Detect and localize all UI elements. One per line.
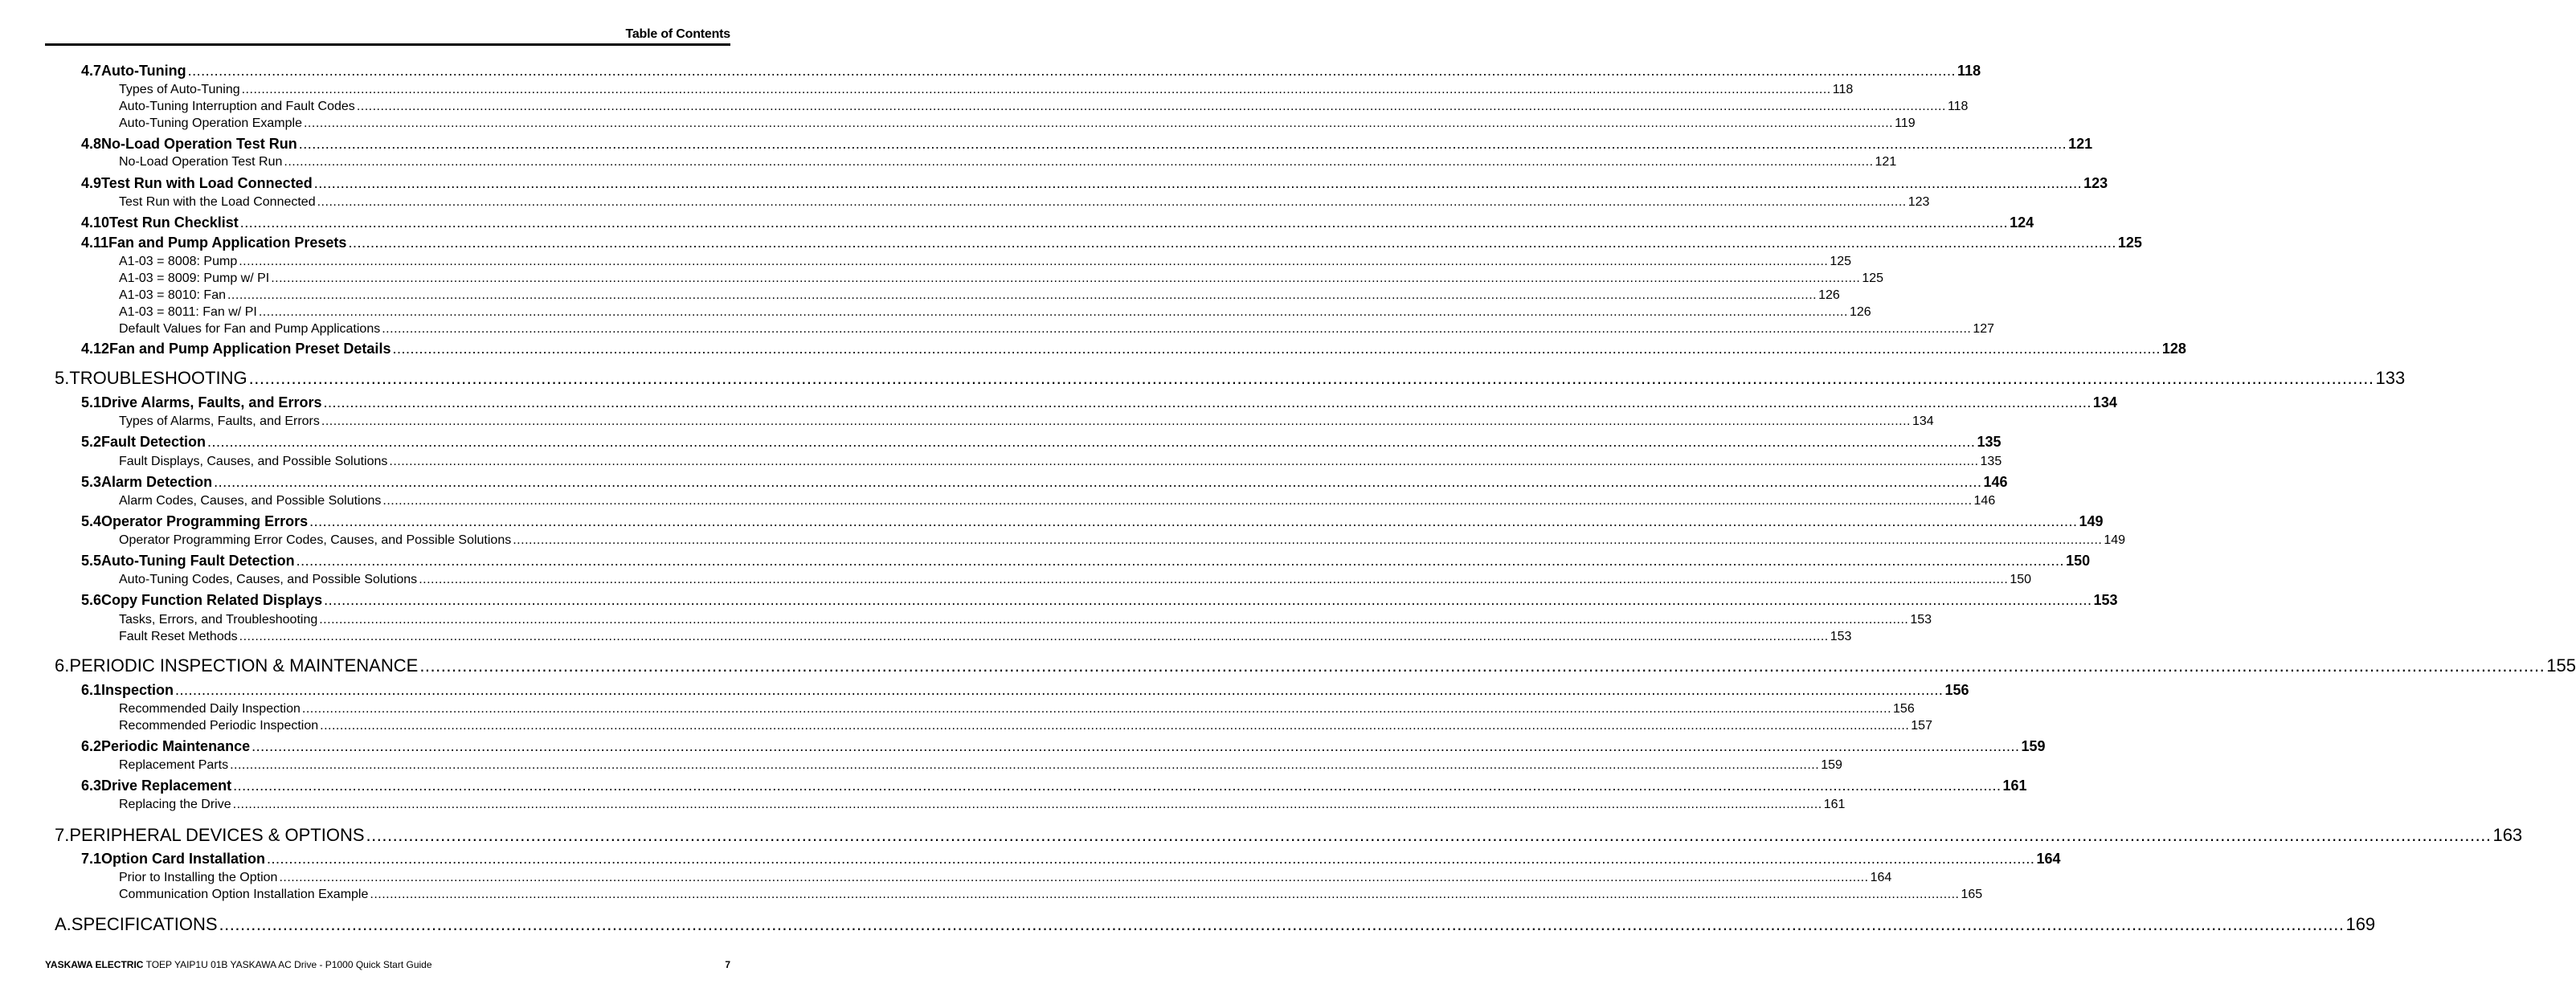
toc-entry-title: Fault Detection — [101, 434, 206, 450]
toc-entry-number: 5.2 — [81, 434, 102, 450]
toc-entry-page: 146 — [1983, 474, 2008, 490]
toc-entry-title: Types of Alarms, Faults, and Errors — [119, 414, 320, 428]
toc-entry-page: 124 — [2010, 214, 2034, 231]
dot-leader: ................................................................................................................................................................................................................................................................................................................................................................................................................ — [320, 719, 1910, 733]
toc-entry-title: Replacement Parts — [119, 758, 229, 772]
toc-entry-number: 6.2 — [81, 738, 102, 754]
toc-section[interactable] — [0, 778, 2027, 794]
toc-subsection[interactable] — [0, 630, 1852, 644]
dot-leader: ................................................................................................................................................................................................................................................................................................................................................................................................................ — [324, 592, 2092, 608]
toc-subsection[interactable] — [0, 702, 1915, 716]
toc-entry-page: 153 — [2093, 592, 2118, 608]
dot-leader: ................................................................................................................................................................................................................................................................................................................................................................................................................ — [279, 871, 1869, 884]
toc-entry-title: No-Load Operation Test Run — [119, 155, 283, 169]
dot-leader: ................................................................................................................................................................................................................................................................................................................................................................................................................ — [356, 100, 1946, 113]
toc-entry-page: 118 — [1832, 83, 1854, 96]
toc-entry-number: 5.6 — [81, 592, 102, 608]
dot-leader: ................................................................................................................................................................................................................................................................................................................................................................................................................ — [513, 533, 2103, 547]
toc-entry-title: Auto-Tuning Fault Detection — [101, 553, 295, 569]
toc-entry-page: 150 — [2010, 573, 2032, 586]
toc-entry-page: 164 — [2036, 851, 2061, 867]
toc-subsection[interactable] — [0, 288, 1840, 303]
dot-leader: ................................................................................................................................................................................................................................................................................................................................................................................................................ — [296, 553, 2065, 569]
toc-chapter[interactable] — [0, 825, 2523, 846]
dot-leader: ................................................................................................................................................................................................................................................................................................................................................................................................................ — [382, 322, 1972, 336]
footer-doc-info — [45, 959, 432, 970]
toc-subsection[interactable] — [0, 414, 1934, 429]
toc-entry-title: Replacing the Drive — [119, 798, 231, 811]
toc-entry-title: Auto-Tuning Operation Example — [119, 116, 302, 130]
toc-entry-title: PERIPHERAL DEVICES & OPTIONS — [69, 825, 365, 845]
toc-subsection[interactable] — [0, 100, 1969, 114]
toc-subsection[interactable] — [0, 155, 1897, 169]
toc-entry-page: 134 — [1912, 414, 1934, 428]
dot-leader: ................................................................................................................................................................................................................................................................................................................................................................................................................ — [258, 305, 1848, 319]
toc-entry-number: 5. — [55, 368, 70, 388]
footer-doc-title: TOEP YAIP1U 01B YASKAWA AC Drive - P1000 Quick Start Guide — [145, 959, 432, 970]
toc-chapter[interactable] — [0, 655, 2576, 676]
dot-leader: ................................................................................................................................................................................................................................................................................................................................................................................................................ — [284, 155, 1874, 169]
toc-subsection[interactable] — [0, 888, 1983, 902]
dot-leader: ................................................................................................................................................................................................................................................................................................................................................................................................................ — [303, 116, 1894, 130]
toc-entry-page: 135 — [1977, 434, 2002, 450]
toc-entry-title: Test Run with Load Connected — [101, 175, 313, 191]
toc-entry-title: Recommended Daily Inspection — [119, 702, 301, 716]
toc-entry-title: Periodic Maintenance — [101, 738, 251, 754]
toc-entry-number: 5.5 — [81, 553, 102, 569]
dot-leader: ................................................................................................................................................................................................................................................................................................................................................................................................................ — [419, 573, 2009, 586]
toc-subsection[interactable] — [0, 83, 1854, 97]
toc-entry-number: 4.8 — [81, 136, 102, 152]
toc-entry-title: Operator Programming Errors — [101, 513, 309, 529]
toc-entry-number: 5.4 — [81, 513, 102, 529]
toc-entry-page: 163 — [2492, 825, 2523, 845]
toc-entry-page: 121 — [1875, 155, 1897, 169]
toc-entry-title: No-Load Operation Test Run — [101, 136, 297, 152]
toc-entry-title: Inspection — [101, 682, 174, 698]
dot-leader: ................................................................................................................................................................................................................................................................................................................................................................................................................ — [366, 825, 2492, 845]
toc-entry-page: 133 — [2375, 368, 2406, 388]
dot-leader: ................................................................................................................................................................................................................................................................................................................................................................................................................ — [323, 394, 2091, 410]
dot-leader: ................................................................................................................................................................................................................................................................................................................................................................................................................ — [248, 368, 2374, 388]
toc-subsection[interactable] — [0, 322, 1995, 337]
dot-leader: ................................................................................................................................................................................................................................................................................................................................................................................................................ — [348, 235, 2116, 251]
toc-entry-title: Operator Programming Error Codes, Causes, and Possible Solutions — [119, 533, 512, 547]
toc-entry-number: A. — [55, 914, 72, 934]
dot-leader: ................................................................................................................................................................................................................................................................................................................................................................................................................ — [313, 175, 2083, 191]
toc-entry-page: 155 — [2546, 655, 2576, 676]
dot-leader: ................................................................................................................................................................................................................................................................................................................................................................................................................ — [370, 888, 1960, 901]
toc-entry-title: Drive Alarms, Faults, and Errors — [101, 394, 322, 410]
toc-section[interactable] — [0, 235, 2142, 251]
toc-entry-number: 7.1 — [81, 851, 102, 867]
toc-entry-number: 6.1 — [81, 682, 102, 698]
toc-entry-title: Auto-Tuning Codes, Causes, and Possible Solutions — [119, 573, 418, 586]
dot-leader: ................................................................................................................................................................................................................................................................................................................................................................................................................ — [239, 255, 1829, 268]
toc-entry-title: Auto-Tuning Interruption and Fault Codes — [119, 100, 355, 113]
toc-section[interactable] — [0, 682, 1969, 699]
toc-section[interactable] — [0, 474, 2008, 491]
toc-entry-page: 156 — [1944, 682, 1969, 698]
toc-entry-page: 125 — [2117, 235, 2142, 251]
dot-leader: ................................................................................................................................................................................................................................................................................................................................................................................................................ — [187, 63, 1957, 79]
dot-leader: ................................................................................................................................................................................................................................................................................................................................................................................................................ — [232, 798, 1822, 811]
toc-entry-title: PERIODIC INSPECTION & MAINTENANCE — [69, 655, 419, 676]
toc-entry-title: A1-03 = 8011: Fan w/ PI — [119, 305, 257, 319]
toc-entry-page: 126 — [1818, 288, 1840, 302]
dot-leader: ................................................................................................................................................................................................................................................................................................................................................................................................................ — [301, 702, 1892, 716]
toc-entry-number: 4.12 — [81, 341, 110, 357]
dot-leader: ................................................................................................................................................................................................................................................................................................................................................................................................................ — [175, 682, 1944, 698]
toc-entry-title: SPECIFICATIONS — [71, 914, 218, 934]
toc-subsection[interactable] — [0, 758, 1842, 773]
dot-leader: ................................................................................................................................................................................................................................................................................................................................................................................................................ — [214, 474, 1982, 490]
toc-entry-page: 161 — [1823, 798, 1846, 811]
toc-entry-page: 127 — [1973, 322, 1995, 336]
dot-leader: ................................................................................................................................................................................................................................................................................................................................................................................................................ — [227, 288, 1818, 302]
toc-entry-page: 150 — [2066, 553, 2091, 569]
dot-leader: ................................................................................................................................................................................................................................................................................................................................................................................................................ — [321, 414, 1911, 428]
dot-leader: ................................................................................................................................................................................................................................................................................................................................................................................................................ — [317, 195, 1907, 209]
toc-entry-number: 6.3 — [81, 778, 102, 794]
toc-entry-page: 169 — [2345, 914, 2376, 934]
dot-leader: ................................................................................................................................................................................................................................................................................................................................................................................................................ — [389, 455, 1979, 468]
toc-section[interactable] — [0, 136, 2093, 153]
dot-leader: ................................................................................................................................................................................................................................................................................................................................................................................................................ — [251, 738, 2020, 754]
toc-section[interactable] — [0, 851, 2061, 867]
toc-entry-title: Fan and Pump Application Presets — [108, 235, 347, 251]
toc-entry-title: Test Run with the Load Connected — [119, 195, 316, 209]
toc-entry-title: Types of Auto-Tuning — [119, 83, 240, 96]
dot-leader: ................................................................................................................................................................................................................................................................................................................................................................................................................ — [239, 630, 1829, 643]
toc-subsection[interactable] — [0, 573, 2032, 587]
toc-entry-number: 5.3 — [81, 474, 102, 490]
toc-subsection[interactable] — [0, 271, 1884, 286]
toc-section[interactable] — [0, 63, 1981, 80]
toc-section[interactable] — [0, 175, 2108, 192]
toc-entry-title: Alarm Codes, Causes, and Possible Solutions — [119, 494, 382, 508]
toc-entry-page: 125 — [1830, 255, 1852, 268]
toc-entry-number: 4.10 — [81, 214, 110, 231]
toc-subsection[interactable] — [0, 455, 2002, 469]
toc-subsection[interactable] — [0, 798, 1846, 812]
dot-leader: ................................................................................................................................................................................................................................................................................................................................................................................................................ — [419, 655, 2545, 676]
toc-section[interactable] — [0, 434, 2002, 451]
toc-entry-page: 149 — [2079, 513, 2104, 529]
page-header-title: Table of Contents — [625, 27, 730, 41]
toc-subsection[interactable] — [0, 533, 2126, 548]
toc-entry-title: A1-03 = 8008: Pump — [119, 255, 238, 268]
footer-page-number: 7 — [725, 959, 730, 970]
toc-section[interactable] — [0, 738, 2046, 755]
toc-entry-page: 153 — [1910, 613, 1932, 627]
toc-entry-page: 123 — [1907, 195, 1930, 209]
toc-entry-page: 153 — [1830, 630, 1852, 643]
toc-subsection[interactable] — [0, 116, 1916, 131]
toc-entry-page: 149 — [2104, 533, 2126, 547]
dot-leader: ................................................................................................................................................................................................................................................................................................................................................................................................................ — [239, 214, 2009, 231]
toc-entry-page: 161 — [2002, 778, 2027, 794]
dot-leader: ................................................................................................................................................................................................................................................................................................................................................................................................................ — [207, 434, 1976, 450]
toc-entry-title: Auto-Tuning — [101, 63, 186, 79]
toc-entry-page: 159 — [2021, 738, 2046, 754]
toc-entry-page: 159 — [1821, 758, 1842, 772]
toc-entry-page: 119 — [1895, 116, 1916, 130]
toc-entry-page: 165 — [1961, 888, 1983, 901]
toc-entry-page: 164 — [1870, 871, 1892, 884]
dot-leader: ................................................................................................................................................................................................................................................................................................................................................................................................................ — [230, 758, 1820, 772]
dot-leader: ................................................................................................................................................................................................................................................................................................................................................................................................................ — [271, 271, 1861, 285]
toc-subsection[interactable] — [0, 613, 1932, 627]
toc-entry-title: Copy Function Related Displays — [101, 592, 323, 608]
toc-section[interactable] — [0, 394, 2117, 411]
toc-section[interactable] — [0, 214, 2034, 231]
dot-leader: ................................................................................................................................................................................................................................................................................................................................................................................................................ — [233, 778, 2002, 794]
toc-entry-title: A1-03 = 8010: Fan — [119, 288, 226, 302]
dot-leader: ................................................................................................................................................................................................................................................................................................................................................................................................................ — [267, 851, 2035, 867]
toc-entry-page: 126 — [1849, 305, 1871, 319]
toc-entry-title: Recommended Periodic Inspection — [119, 719, 319, 733]
toc-entry-title: Alarm Detection — [101, 474, 213, 490]
footer-brand: YASKAWA ELECTRIC — [45, 959, 144, 970]
toc-entry-page: 121 — [2068, 136, 2093, 152]
dot-leader: ................................................................................................................................................................................................................................................................................................................................................................................................................ — [319, 613, 1909, 627]
toc-entry-page: 125 — [1862, 271, 1884, 285]
toc-entry-page: 118 — [1947, 100, 1969, 113]
dot-leader: ................................................................................................................................................................................................................................................................................................................................................................................................................ — [298, 136, 2067, 152]
toc-entry-title: Option Card Installation — [101, 851, 266, 867]
toc-section[interactable] — [0, 553, 2091, 569]
dot-leader: ................................................................................................................................................................................................................................................................................................................................................................................................................ — [309, 513, 2078, 529]
toc-subsection[interactable] — [0, 255, 1852, 269]
toc-section[interactable] — [0, 341, 2186, 357]
dot-leader: ................................................................................................................................................................................................................................................................................................................................................................................................................ — [219, 914, 2345, 934]
toc-chapter[interactable] — [0, 914, 2376, 935]
dot-leader: ................................................................................................................................................................................................................................................................................................................................................................................................................ — [241, 83, 1831, 96]
toc-entry-page: 135 — [1980, 455, 2002, 468]
toc-entry-title: Test Run Checklist — [109, 214, 239, 231]
toc-entry-number: 4.11 — [81, 235, 109, 251]
toc-entry-page: 146 — [1973, 494, 1996, 508]
toc-subsection[interactable] — [0, 494, 1996, 508]
toc-entry-number: 4.9 — [81, 175, 102, 191]
toc-entry-number: 4.7 — [81, 63, 102, 79]
toc-subsection[interactable] — [0, 195, 1930, 210]
toc-entry-title: Fault Displays, Causes, and Possible Solutions — [119, 455, 388, 468]
toc-entry-page: 156 — [1893, 702, 1915, 716]
toc-section[interactable] — [0, 513, 2104, 530]
toc-chapter[interactable] — [0, 368, 2406, 389]
toc-subsection[interactable] — [0, 719, 1932, 733]
toc-entry-page: 134 — [2092, 394, 2117, 410]
toc-entry-title: Communication Option Installation Example — [119, 888, 369, 901]
toc-subsection[interactable] — [0, 305, 1871, 320]
toc-section[interactable] — [0, 592, 2118, 609]
dot-leader: ................................................................................................................................................................................................................................................................................................................................................................................................................ — [392, 341, 2161, 357]
toc-entry-title: Tasks, Errors, and Troubleshooting — [119, 613, 318, 627]
toc-entry-title: TROUBLESHOOTING — [69, 368, 247, 388]
toc-entry-number: 7. — [55, 825, 70, 845]
toc-entry-title: Default Values for Fan and Pump Applications — [119, 322, 381, 336]
toc-entry-page: 118 — [1957, 63, 1981, 79]
dot-leader: ................................................................................................................................................................................................................................................................................................................................................................................................................ — [382, 494, 1973, 508]
toc-entry-page: 123 — [2083, 175, 2108, 191]
toc-subsection[interactable] — [0, 871, 1892, 885]
toc-entry-title: Fan and Pump Application Preset Details — [109, 341, 391, 357]
toc-entry-number: 6. — [55, 655, 70, 676]
toc-entry-page: 157 — [1911, 719, 1932, 733]
toc-entry-title: Fault Reset Methods — [119, 630, 238, 643]
toc-entry-number: 5.1 — [81, 394, 102, 410]
toc-entry-title: Prior to Installing the Option — [119, 871, 278, 884]
toc-entry-title: Drive Replacement — [101, 778, 232, 794]
toc-entry-title: A1-03 = 8009: Pump w/ PI — [119, 271, 270, 285]
toc-entry-page: 128 — [2161, 341, 2186, 357]
